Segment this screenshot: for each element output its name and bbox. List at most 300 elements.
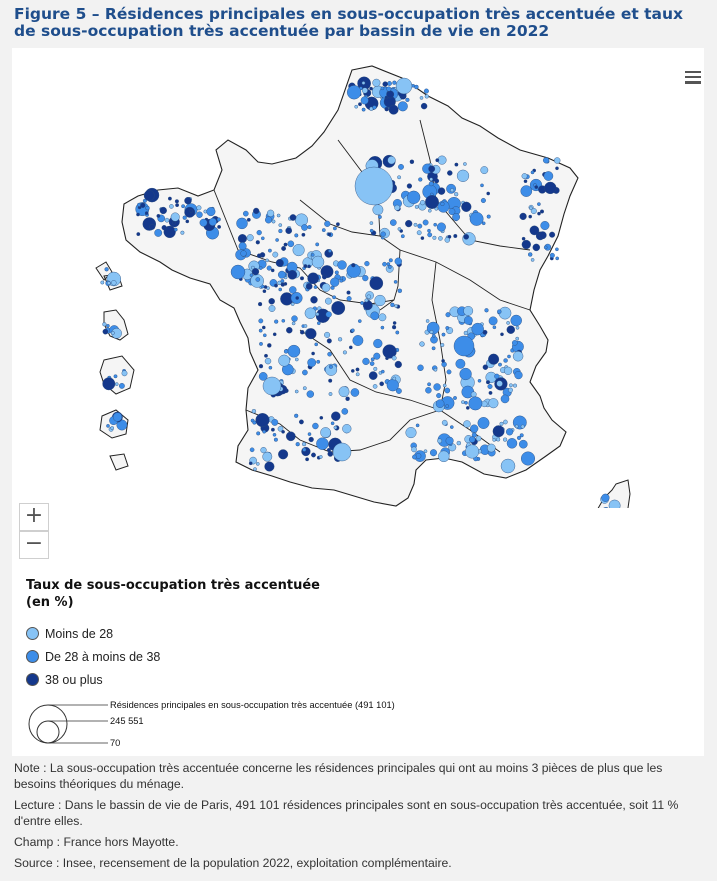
bassin-bubble[interactable] xyxy=(288,270,297,279)
bassin-bubble[interactable] xyxy=(393,377,396,380)
bassin-bubble[interactable] xyxy=(256,240,260,244)
bassin-bubble[interactable] xyxy=(269,298,275,304)
bassin-bubble[interactable] xyxy=(299,420,303,424)
bassin-bubble[interactable] xyxy=(396,331,399,334)
bassin-bubble[interactable] xyxy=(329,392,332,395)
bassin-bubble[interactable] xyxy=(336,223,339,226)
bassin-bubble[interactable] xyxy=(303,387,306,390)
bassin-bubble[interactable] xyxy=(503,420,507,424)
bassin-bubble[interactable] xyxy=(522,237,525,240)
bassin-bubble[interactable] xyxy=(407,184,412,189)
bassin-bubble[interactable] xyxy=(155,229,162,236)
bassin-bubble[interactable] xyxy=(388,156,396,164)
bassin-bubble[interactable] xyxy=(322,228,325,231)
bassin-bubble[interactable] xyxy=(113,413,122,422)
bassin-bubble[interactable] xyxy=(305,458,308,461)
bassin-bubble[interactable] xyxy=(416,424,419,427)
bassin-bubble[interactable] xyxy=(498,363,501,366)
bassin-bubble[interactable] xyxy=(252,409,256,413)
bassin-bubble[interactable] xyxy=(436,393,441,398)
bassin-bubble[interactable] xyxy=(414,223,417,226)
bassin-bubble[interactable] xyxy=(471,392,476,397)
bassin-bubble[interactable] xyxy=(446,312,451,317)
bassin-bubble[interactable] xyxy=(144,190,154,200)
bassin-bubble[interactable] xyxy=(338,261,347,270)
bassin-bubble[interactable] xyxy=(493,426,504,437)
bassin-bubble[interactable] xyxy=(420,342,425,347)
bassin-bubble[interactable] xyxy=(503,438,507,442)
bassin-bubble[interactable] xyxy=(329,365,333,369)
bassin-bubble[interactable] xyxy=(401,235,404,238)
bassin-bubble[interactable] xyxy=(470,425,478,433)
bassin-bubble[interactable] xyxy=(461,401,464,404)
bassin-bubble[interactable] xyxy=(465,445,479,459)
bassin-bubble[interactable] xyxy=(362,88,368,94)
bassin-bubble[interactable] xyxy=(356,368,359,371)
bassin-bubble[interactable] xyxy=(317,322,320,325)
bassin-bubble[interactable] xyxy=(496,438,500,442)
paris-bubble[interactable] xyxy=(355,167,393,205)
bassin-bubble[interactable] xyxy=(264,354,267,357)
bassin-bubble[interactable] xyxy=(497,381,503,387)
bassin-bubble[interactable] xyxy=(494,374,499,379)
bassin-bubble[interactable] xyxy=(464,306,473,315)
bassin-bubble[interactable] xyxy=(456,359,465,368)
bassin-bubble[interactable] xyxy=(295,214,308,227)
bassin-bubble[interactable] xyxy=(253,468,256,471)
bassin-bubble[interactable] xyxy=(463,162,466,165)
bassin-bubble[interactable] xyxy=(447,370,451,374)
bassin-bubble[interactable] xyxy=(441,202,445,206)
bassin-bubble[interactable] xyxy=(277,214,280,217)
bassin-bubble[interactable] xyxy=(478,379,481,382)
bassin-bubble[interactable] xyxy=(453,396,456,399)
bassin-bubble[interactable] xyxy=(442,333,445,336)
bassin-bubble[interactable] xyxy=(288,345,300,357)
bassin-bubble[interactable] xyxy=(291,303,294,306)
bassin-bubble[interactable] xyxy=(481,166,488,173)
bassin-bubble[interactable] xyxy=(281,246,285,250)
bassin-bubble[interactable] xyxy=(513,351,523,361)
bassin-bubble[interactable] xyxy=(351,263,355,267)
bassin-bubble[interactable] xyxy=(306,283,312,289)
bassin-bubble[interactable] xyxy=(450,426,453,429)
bassin-bubble[interactable] xyxy=(262,326,265,329)
bassin-bubble[interactable] xyxy=(175,203,178,206)
bassin-bubble[interactable] xyxy=(489,391,492,394)
bassin-bubble[interactable] xyxy=(292,316,298,322)
bassin-bubble[interactable] xyxy=(327,339,332,344)
bassin-bubble[interactable] xyxy=(160,207,167,214)
bassin-bubble[interactable] xyxy=(528,253,532,257)
bassin-bubble[interactable] xyxy=(421,237,424,240)
bassin-bubble[interactable] xyxy=(302,233,305,236)
bassin-bubble[interactable] xyxy=(271,269,274,272)
bassin-bubble[interactable] xyxy=(504,367,512,375)
bassin-bubble[interactable] xyxy=(165,218,169,222)
bassin-bubble[interactable] xyxy=(486,380,490,384)
bassin-bubble[interactable] xyxy=(446,437,454,445)
bassin-bubble[interactable] xyxy=(103,322,107,326)
bassin-bubble[interactable] xyxy=(450,188,454,192)
bassin-bubble[interactable] xyxy=(363,358,370,365)
bassin-bubble[interactable] xyxy=(302,442,306,446)
bassin-bubble[interactable] xyxy=(442,362,447,367)
bassin-bubble[interactable] xyxy=(445,388,450,393)
bassin-bubble[interactable] xyxy=(395,304,398,307)
bassin-bubble[interactable] xyxy=(268,249,271,252)
bassin-bubble[interactable] xyxy=(374,353,381,360)
bassin-bubble[interactable] xyxy=(531,258,534,261)
bassin-bubble[interactable] xyxy=(175,200,179,204)
bassin-bubble[interactable] xyxy=(311,253,314,256)
bassin-bubble[interactable] xyxy=(513,384,517,388)
bassin-bubble[interactable] xyxy=(316,438,328,450)
bassin-bubble[interactable] xyxy=(425,95,429,99)
bassin-bubble[interactable] xyxy=(267,343,271,347)
bassin-bubble[interactable] xyxy=(522,173,527,178)
bassin-bubble[interactable] xyxy=(171,213,180,222)
bassin-bubble[interactable] xyxy=(347,85,361,99)
bassin-bubble[interactable] xyxy=(540,210,544,214)
bassin-bubble[interactable] xyxy=(307,391,314,398)
bassin-bubble[interactable] xyxy=(507,438,517,448)
bassin-bubble[interactable] xyxy=(292,322,295,325)
bassin-bubble[interactable] xyxy=(107,282,110,285)
bassin-bubble[interactable] xyxy=(286,432,295,441)
bassin-bubble[interactable] xyxy=(274,438,278,442)
bassin-bubble[interactable] xyxy=(470,212,483,225)
bassin-bubble[interactable] xyxy=(273,333,276,336)
bassin-bubble[interactable] xyxy=(351,388,359,396)
bassin-bubble[interactable] xyxy=(190,209,193,212)
bassin-bubble[interactable] xyxy=(434,368,437,371)
bassin-bubble[interactable] xyxy=(308,225,312,229)
bassin-bubble[interactable] xyxy=(373,205,383,215)
bassin-bubble[interactable] xyxy=(454,192,458,196)
bassin-bubble[interactable] xyxy=(259,319,263,323)
bassin-bubble[interactable] xyxy=(493,326,496,329)
bassin-bubble[interactable] xyxy=(454,234,458,238)
bassin-bubble[interactable] xyxy=(437,223,446,232)
bassin-bubble[interactable] xyxy=(122,371,127,376)
bassin-bubble[interactable] xyxy=(273,433,276,436)
bassin-bubble[interactable] xyxy=(362,275,368,281)
bassin-bubble[interactable] xyxy=(438,236,442,240)
bassin-bubble[interactable] xyxy=(383,82,388,87)
bassin-bubble[interactable] xyxy=(373,384,377,388)
bassin-bubble[interactable] xyxy=(457,170,469,182)
bassin-bubble[interactable] xyxy=(266,259,269,262)
bassin-bubble[interactable] xyxy=(485,308,489,312)
bassin-bubble[interactable] xyxy=(385,96,388,99)
bassin-bubble[interactable] xyxy=(267,210,274,217)
bassin-bubble[interactable] xyxy=(315,343,318,346)
bassin-bubble[interactable] xyxy=(371,358,374,361)
bassin-bubble[interactable] xyxy=(432,334,435,337)
bassin-bubble[interactable] xyxy=(355,105,358,108)
bassin-bubble[interactable] xyxy=(272,419,278,425)
bassin-bubble[interactable] xyxy=(259,364,263,368)
bassin-bubble[interactable] xyxy=(146,206,150,210)
bassin-bubble[interactable] xyxy=(397,176,400,179)
bassin-bubble[interactable] xyxy=(325,298,331,304)
bassin-bubble[interactable] xyxy=(512,340,517,345)
bassin-bubble[interactable] xyxy=(115,383,118,386)
bassin-bubble[interactable] xyxy=(320,416,323,419)
bassin-bubble[interactable] xyxy=(296,296,299,299)
bassin-bubble[interactable] xyxy=(469,397,482,410)
bassin-bubble[interactable] xyxy=(452,213,459,220)
bassin-bubble[interactable] xyxy=(388,265,391,268)
bassin-bubble[interactable] xyxy=(217,218,221,222)
bassin-bubble[interactable] xyxy=(385,107,389,111)
bassin-bubble[interactable] xyxy=(381,370,384,373)
bassin-bubble[interactable] xyxy=(263,334,266,337)
bassin-bubble[interactable] xyxy=(301,224,307,230)
bassin-bubble[interactable] xyxy=(483,365,488,370)
bassin-bubble[interactable] xyxy=(358,320,361,323)
bassin-bubble[interactable] xyxy=(476,436,481,441)
bassin-bubble[interactable] xyxy=(412,455,416,459)
bassin-bubble[interactable] xyxy=(183,216,187,220)
bassin-bubble[interactable] xyxy=(395,205,400,210)
bassin-bubble[interactable] xyxy=(321,427,331,437)
bassin-bubble[interactable] xyxy=(556,257,559,260)
bassin-bubble[interactable] xyxy=(393,321,396,324)
bassin-bubble[interactable] xyxy=(328,249,331,252)
bassin-bubble[interactable] xyxy=(274,284,277,287)
bassin-bubble[interactable] xyxy=(398,102,408,112)
tours-bubble[interactable] xyxy=(312,256,324,268)
bassin-bubble[interactable] xyxy=(387,81,391,85)
bassin-bubble[interactable] xyxy=(197,206,202,211)
bassin-bubble[interactable] xyxy=(358,103,361,106)
bassin-bubble[interactable] xyxy=(342,424,351,433)
bassin-bubble[interactable] xyxy=(434,223,437,226)
bassin-bubble[interactable] xyxy=(381,326,384,329)
bassin-bubble[interactable] xyxy=(295,390,298,393)
bassin-bubble[interactable] xyxy=(464,234,469,239)
bassin-bubble[interactable] xyxy=(264,285,267,288)
bassin-bubble[interactable] xyxy=(420,96,423,99)
bassin-bubble[interactable] xyxy=(367,295,371,299)
bassin-bubble[interactable] xyxy=(418,365,424,371)
bassin-bubble[interactable] xyxy=(390,220,396,226)
bassin-bubble[interactable] xyxy=(319,455,322,458)
bassin-bubble[interactable] xyxy=(209,218,217,226)
bassin-bubble[interactable] xyxy=(410,160,414,164)
bassin-bubble[interactable] xyxy=(282,319,285,322)
bassin-bubble[interactable] xyxy=(238,234,247,243)
bassin-bubble[interactable] xyxy=(276,238,279,241)
bassin-bubble[interactable] xyxy=(288,241,294,247)
bassin-bubble[interactable] xyxy=(555,167,558,170)
bassin-bubble[interactable] xyxy=(312,423,318,429)
bassin-bubble[interactable] xyxy=(174,228,177,231)
bassin-bubble[interactable] xyxy=(373,106,377,110)
bassin-bubble[interactable] xyxy=(426,319,429,322)
bassin-bubble[interactable] xyxy=(217,225,220,228)
bassin-bubble[interactable] xyxy=(272,220,275,223)
bassin-bubble[interactable] xyxy=(309,437,314,442)
bassin-bubble[interactable] xyxy=(488,354,499,365)
bassin-bubble[interactable] xyxy=(276,259,284,267)
bassin-bubble[interactable] xyxy=(392,356,396,360)
bassin-bubble[interactable] xyxy=(334,426,337,429)
lyon-bubble[interactable] xyxy=(454,336,474,356)
bassin-bubble[interactable] xyxy=(436,400,444,408)
bassin-bubble[interactable] xyxy=(537,212,540,215)
bassin-bubble[interactable] xyxy=(157,214,160,217)
bassin-bubble[interactable] xyxy=(555,248,558,251)
bassin-bubble[interactable] xyxy=(289,286,296,293)
bassin-bubble[interactable] xyxy=(243,211,248,216)
bassin-bubble[interactable] xyxy=(398,289,402,293)
france-map[interactable] xyxy=(0,48,717,508)
bassin-bubble[interactable] xyxy=(417,231,421,235)
bassin-bubble[interactable] xyxy=(390,303,394,307)
bassin-bubble[interactable] xyxy=(324,332,330,338)
bassin-bubble[interactable] xyxy=(351,369,354,372)
bassin-bubble[interactable] xyxy=(114,375,117,378)
bassin-bubble[interactable] xyxy=(362,81,365,84)
bassin-bubble[interactable] xyxy=(308,265,311,268)
bassin-bubble[interactable] xyxy=(457,441,461,445)
bassin-bubble[interactable] xyxy=(371,312,379,320)
bassin-bubble[interactable] xyxy=(269,305,275,311)
bassin-bubble[interactable] xyxy=(436,159,439,162)
bassin-bubble[interactable] xyxy=(429,166,435,172)
bassin-bubble[interactable] xyxy=(378,215,381,218)
bassin-bubble[interactable] xyxy=(267,266,272,271)
bassin-bubble[interactable] xyxy=(284,349,288,353)
bassin-bubble[interactable] xyxy=(447,171,452,176)
bassin-bubble[interactable] xyxy=(302,370,307,375)
bassin-bubble[interactable] xyxy=(186,220,189,223)
bordeaux-bubble[interactable] xyxy=(263,377,281,395)
bassin-bubble[interactable] xyxy=(381,232,386,237)
bassin-bubble[interactable] xyxy=(252,268,259,275)
bassin-bubble[interactable] xyxy=(370,362,374,366)
bassin-bubble[interactable] xyxy=(507,355,510,358)
bassin-bubble[interactable] xyxy=(361,97,369,105)
bassin-bubble[interactable] xyxy=(256,413,270,427)
zoom-out-button[interactable]: − xyxy=(19,531,49,559)
bassin-bubble[interactable] xyxy=(442,420,447,425)
bassin-bubble[interactable] xyxy=(489,317,497,325)
legend-item-low[interactable] xyxy=(26,623,686,646)
bassin-bubble[interactable] xyxy=(420,200,425,205)
bassin-bubble[interactable] xyxy=(466,406,469,409)
bassin-bubble[interactable] xyxy=(430,449,437,456)
bassin-bubble[interactable] xyxy=(300,330,304,334)
bassin-bubble[interactable] xyxy=(335,271,339,275)
bassin-bubble[interactable] xyxy=(265,217,272,224)
bassin-bubble[interactable] xyxy=(269,366,272,369)
bassin-bubble[interactable] xyxy=(322,284,330,292)
bassin-bubble[interactable] xyxy=(312,352,315,355)
bassin-bubble[interactable] xyxy=(247,218,250,221)
bassin-bubble[interactable] xyxy=(185,207,195,217)
bassin-bubble[interactable] xyxy=(438,451,449,462)
bassin-bubble[interactable] xyxy=(370,222,373,225)
bassin-bubble[interactable] xyxy=(256,462,259,465)
bassin-bubble[interactable] xyxy=(197,212,203,218)
bassin-bubble[interactable] xyxy=(515,425,518,428)
bassin-bubble[interactable] xyxy=(418,178,422,182)
bassin-bubble[interactable] xyxy=(415,205,418,208)
bassin-bubble[interactable] xyxy=(259,329,262,332)
bassin-bubble[interactable] xyxy=(435,179,439,183)
bassin-bubble[interactable] xyxy=(370,87,373,90)
bassin-bubble[interactable] xyxy=(172,221,175,224)
marseille-bubble[interactable] xyxy=(501,459,515,473)
bassin-bubble[interactable] xyxy=(311,296,318,303)
toulouse-bubble[interactable] xyxy=(333,443,351,461)
bassin-bubble[interactable] xyxy=(487,444,495,452)
bassin-bubble[interactable] xyxy=(332,296,335,299)
bassin-bubble[interactable] xyxy=(111,331,114,334)
bassin-bubble[interactable] xyxy=(504,359,508,363)
lille-bubble[interactable] xyxy=(396,78,412,94)
bassin-bubble[interactable] xyxy=(328,233,331,236)
bassin-bubble[interactable] xyxy=(308,358,316,366)
bassin-bubble[interactable] xyxy=(168,197,171,200)
bassin-bubble[interactable] xyxy=(261,237,264,240)
bassin-bubble[interactable] xyxy=(421,103,427,109)
bassin-bubble[interactable] xyxy=(316,313,319,316)
bassin-bubble[interactable] xyxy=(300,277,304,281)
bassin-bubble[interactable] xyxy=(469,437,475,443)
bassin-bubble[interactable] xyxy=(365,299,368,302)
bassin-bubble[interactable] xyxy=(105,267,109,271)
bassin-bubble[interactable] xyxy=(181,231,185,235)
bassin-bubble[interactable] xyxy=(317,360,320,363)
bassin-bubble[interactable] xyxy=(278,271,285,278)
bassin-bubble[interactable] xyxy=(274,320,278,324)
bassin-bubble[interactable] xyxy=(521,452,535,466)
bassin-bubble[interactable] xyxy=(516,337,519,340)
bassin-bubble[interactable] xyxy=(257,230,262,235)
bassin-bubble[interactable] xyxy=(296,442,300,446)
bassin-bubble[interactable] xyxy=(305,308,316,319)
bassin-bubble[interactable] xyxy=(394,280,397,283)
bassin-bubble[interactable] xyxy=(333,227,336,230)
bassin-bubble[interactable] xyxy=(304,324,307,327)
bassin-bubble[interactable] xyxy=(369,372,377,380)
bassin-bubble[interactable] xyxy=(389,259,393,263)
bassin-bubble[interactable] xyxy=(106,324,109,327)
zoom-in-button[interactable]: + xyxy=(19,503,49,531)
bassin-bubble[interactable] xyxy=(343,351,347,355)
bassin-bubble[interactable] xyxy=(265,358,271,364)
bassin-bubble[interactable] xyxy=(295,234,299,238)
bassin-bubble[interactable] xyxy=(418,224,422,228)
bassin-bubble[interactable] xyxy=(428,233,432,237)
bassin-bubble[interactable] xyxy=(140,203,145,208)
bassin-bubble[interactable] xyxy=(509,384,512,387)
bassin-bubble[interactable] xyxy=(406,98,410,102)
bassin-bubble[interactable] xyxy=(464,331,468,335)
bassin-bubble[interactable] xyxy=(379,314,386,321)
bassin-bubble[interactable] xyxy=(480,184,483,187)
bassin-bubble[interactable] xyxy=(464,401,467,404)
bassin-bubble[interactable] xyxy=(365,261,370,266)
bassin-bubble[interactable] xyxy=(346,397,350,401)
bassin-bubble[interactable] xyxy=(544,246,547,249)
bassin-bubble[interactable] xyxy=(256,277,260,281)
